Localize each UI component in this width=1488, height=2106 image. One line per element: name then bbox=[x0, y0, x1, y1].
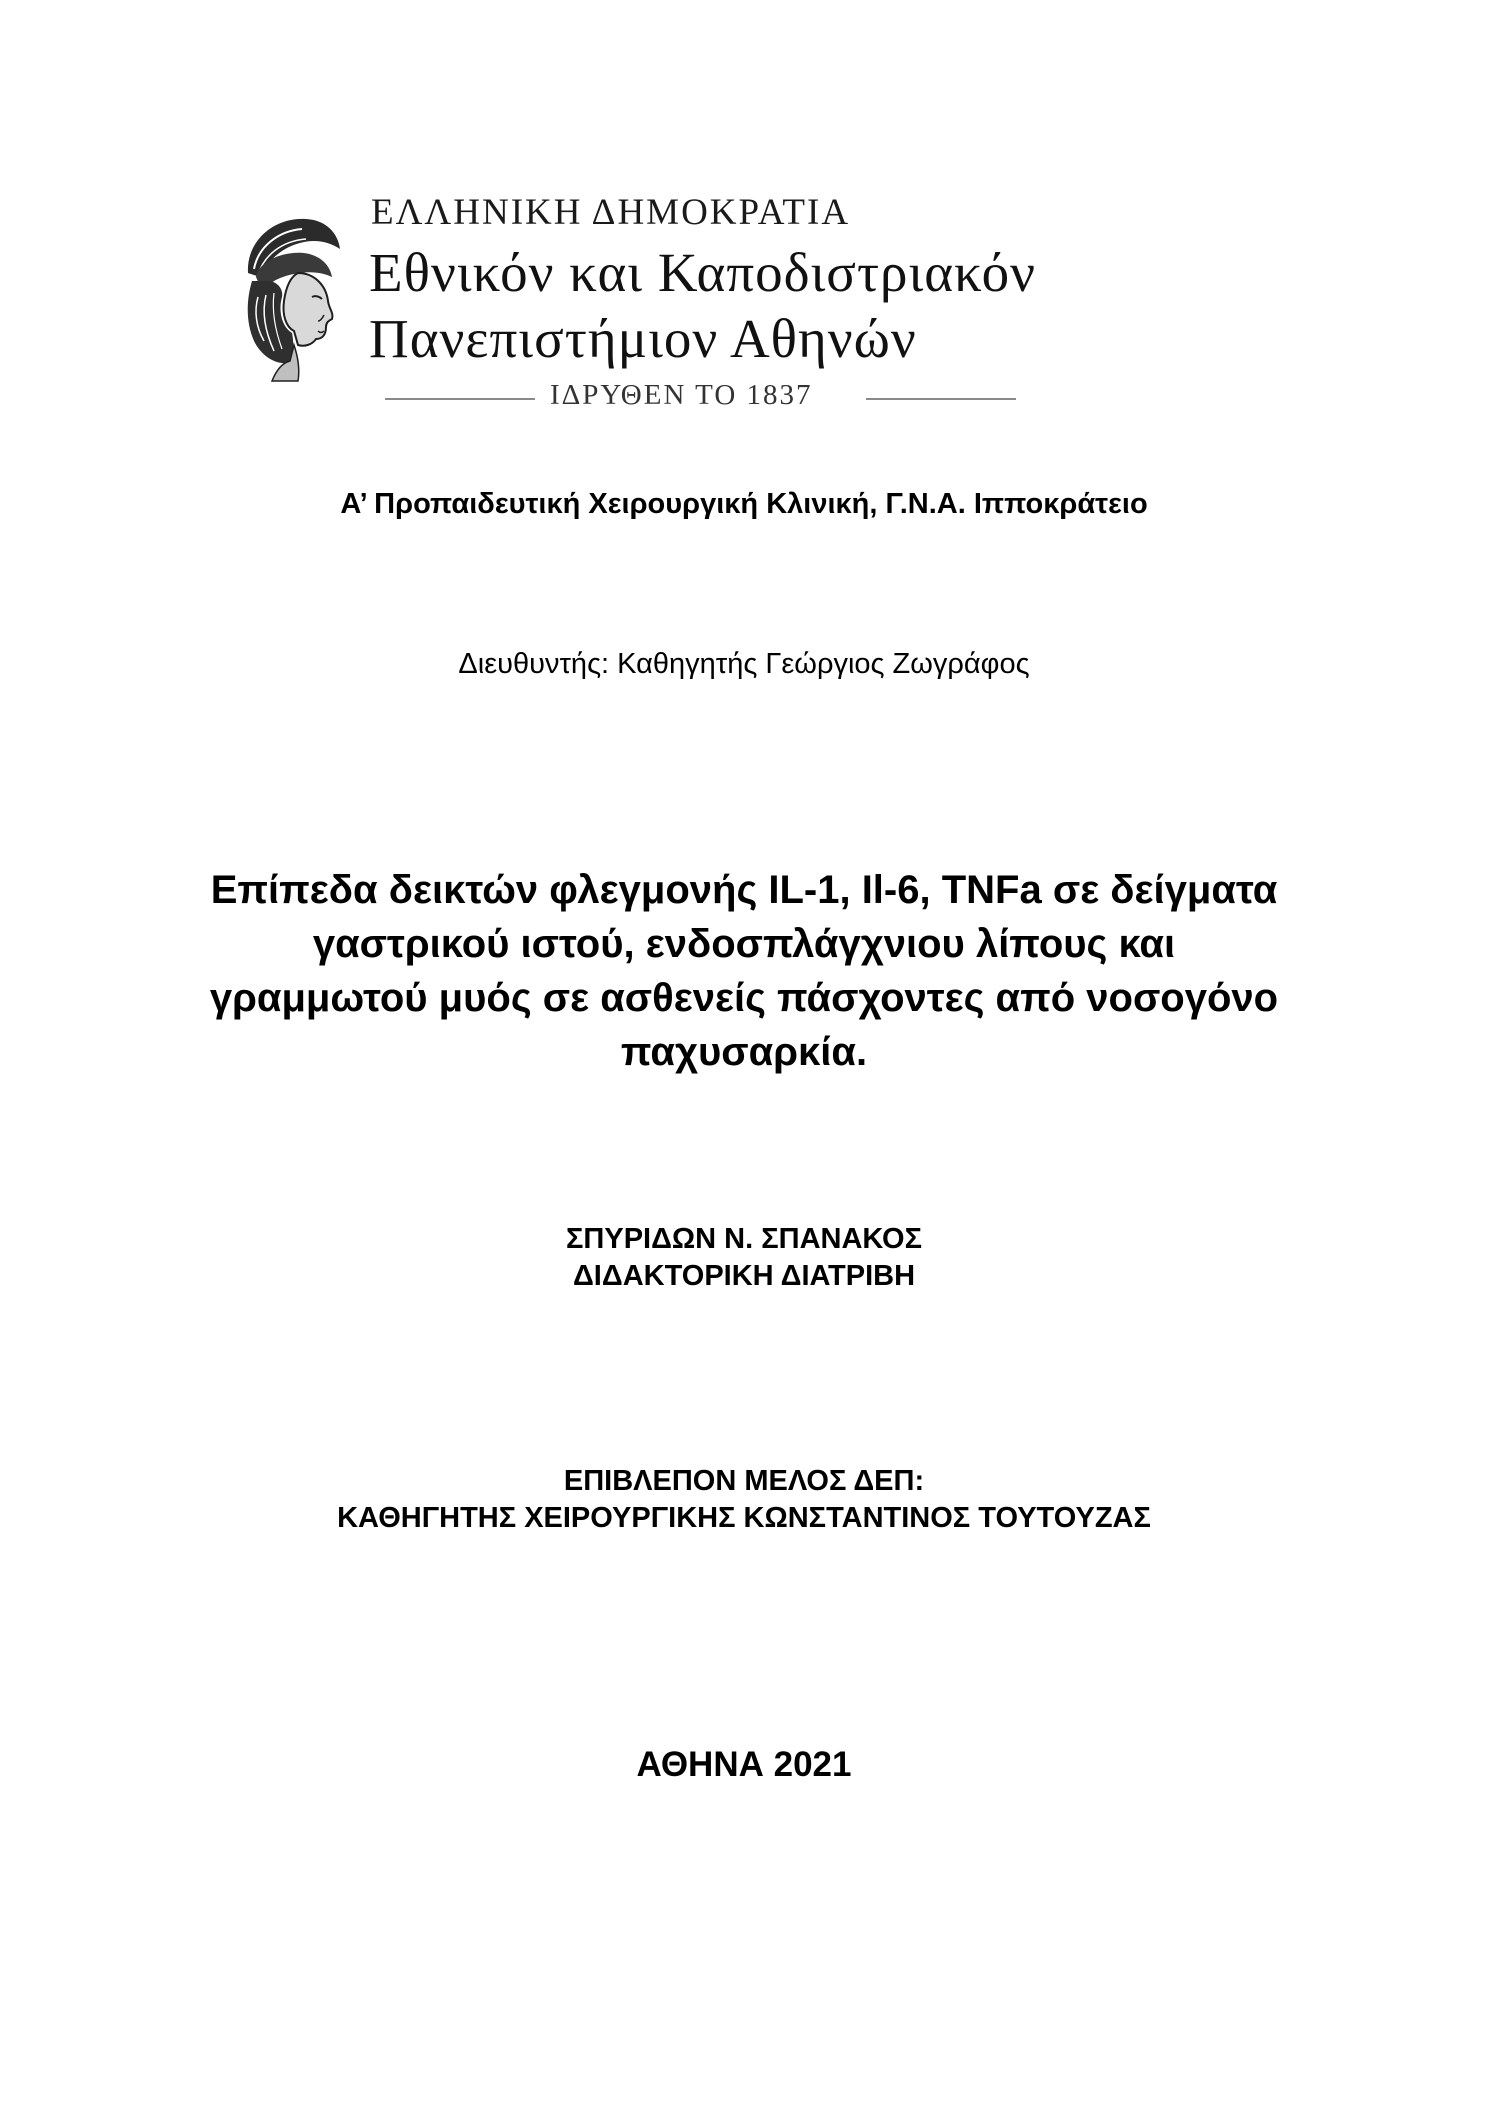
thesis-title-line: Επίπεδα δεικτών φλεγμονής IL-1, Il-6, TNFa σε δείγματα bbox=[210, 868, 1278, 912]
supervisor-name: ΚΑΘΗΓΗΤΗΣ ΧΕΙΡΟΥΡΓΙΚΗΣ ΚΩΝΣΤΑΝΤΙΝΟΣ ΤΟΥΤΟΥΖΑΣ bbox=[337, 1502, 1151, 1534]
thesis-title-line: παχυσαρκία. bbox=[620, 1030, 868, 1074]
thesis-title bbox=[100, 863, 1388, 1079]
logo-university-name-line1: Εθνικόν και Καποδιστριακόν bbox=[369, 242, 1036, 303]
university-logo bbox=[228, 175, 1208, 415]
clinic-director: Διευθυντής: Καθηγητής Γεώργιος Ζωγράφος bbox=[458, 648, 1030, 680]
thesis-title-line: γραμμωτού μυός σε ασθενείς πάσχοντες από νοσογόνο bbox=[209, 976, 1279, 1020]
logo-founded-text: ΙΔΡΥΘΕΝ ΤΟ 1837 bbox=[550, 379, 813, 411]
logo-divider-left bbox=[385, 398, 535, 400]
clinic-name: Α’ Προπαιδευτική Χειρουργική Κλινική, Γ.Ν.Α. Ιπποκράτειο bbox=[340, 488, 1148, 520]
place-date: ΑΘΗΝΑ 2021 bbox=[636, 1745, 852, 1784]
thesis-title-line: γαστρικού ιστού, ενδοσπλάγχνιου λίπους και bbox=[312, 922, 1176, 966]
logo-republic-text: ΕΛΛΗΝΙΚΗ ΔΗΜΟΚΡΑΤΙΑ bbox=[371, 192, 851, 233]
supervisor-block bbox=[100, 1463, 1388, 1537]
author-name: ΣΠΥΡΙΔΩΝ Ν. ΣΠΑΝΑΚΟΣ bbox=[566, 1223, 922, 1255]
degree-type: ΔΙΔΑΚΤΟΡΙΚΗ ΔΙΑΤΡΙΒΗ bbox=[572, 1260, 916, 1292]
supervisor-label: ΕΠΙΒΛΕΠΟΝ ΜΕΛΟΣ ΔΕΠ: bbox=[563, 1465, 925, 1497]
athena-head-emblem-icon bbox=[228, 211, 346, 383]
logo-divider-right bbox=[866, 398, 1016, 400]
author-block bbox=[100, 1221, 1388, 1295]
logo-university-name-line2: Πανεπιστήμιον Αθηνών bbox=[369, 308, 917, 369]
